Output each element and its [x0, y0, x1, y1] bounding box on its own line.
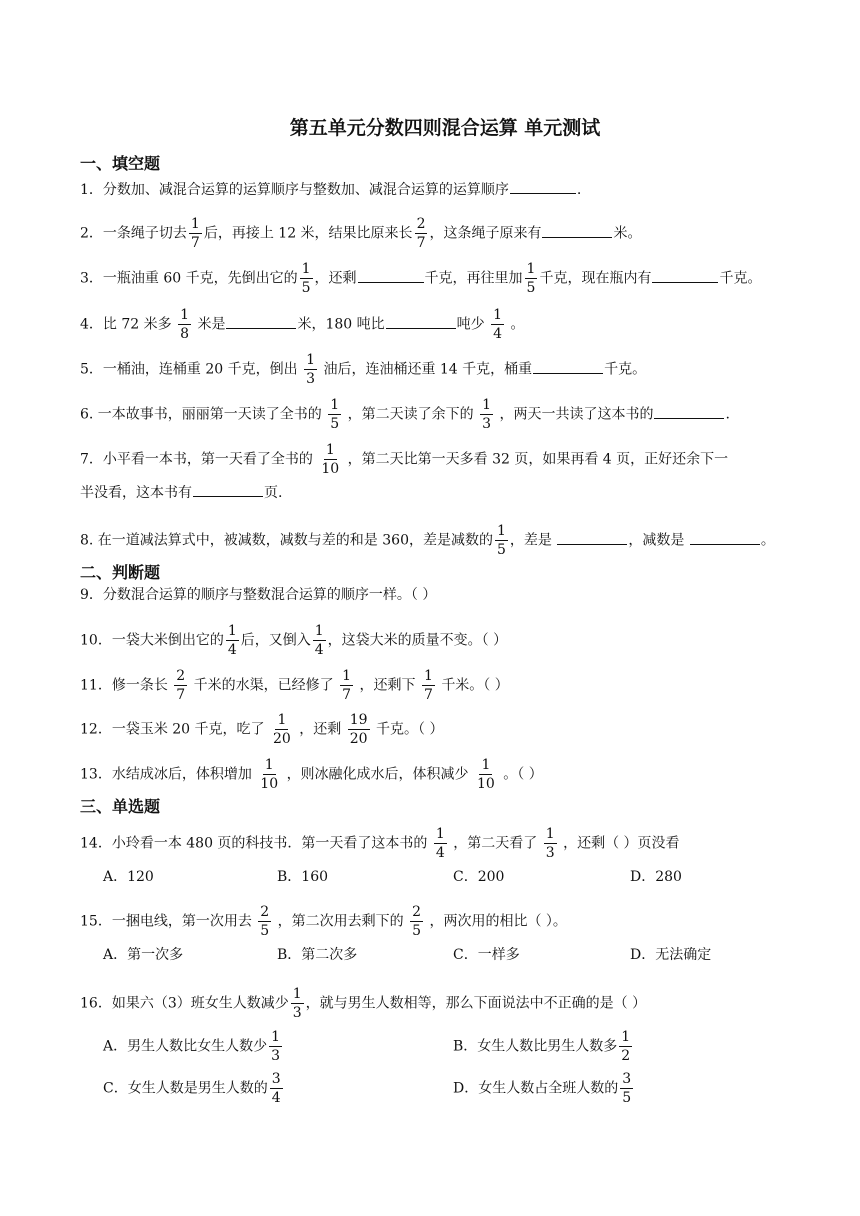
fraction: $\frac{19}{20}$ — [349, 712, 368, 747]
answer-blank[interactable] — [690, 530, 760, 545]
q14-option-a[interactable]: A．120 — [103, 869, 154, 885]
fraction: $\frac{2}{5}$ — [412, 904, 422, 939]
fraction: $\frac{2}{5}$ — [260, 904, 270, 939]
question-14: 14．小玲看一本 480 页的科技书．第一天看了这本书的 $\frac{1}{4}$ ，第二天看了 $\frac{1}{3}$ ，还剩（ ）页没看 — [80, 826, 680, 861]
question-11: 11．修一条长 $\frac{2}{7}$ 千米的水渠，已经修了 $\frac{1}{7}$ ，还剩下 $\frac{1}{7}$ 千米。（ ） — [80, 668, 509, 703]
answer-blank[interactable] — [652, 268, 718, 283]
question-7: 7．小平看一本书，第一天看了全书的 $\frac{1}{10}$ ，第二天比第一天多看 32 页，如果再看 4 页，正好还余下一 — [80, 442, 729, 477]
fraction: $\frac{1}{5}$ — [330, 397, 340, 432]
fraction: $\frac{1}{7}$ — [423, 668, 433, 703]
answer-blank[interactable] — [654, 404, 724, 419]
question-4: 4．比 72 米多 $\frac{1}{8}$ 米是 米，180 吨比 吨少 $\frac{1}{4}$ 。 — [80, 307, 525, 342]
q16-option-d[interactable]: D．女生人数占全班人数的 $\frac{3}{5}$ — [453, 1071, 632, 1106]
q15-option-d[interactable]: D．无法确定 — [630, 947, 712, 963]
answer-blank[interactable] — [226, 314, 296, 329]
fraction: $\frac{2}{7}$ — [416, 216, 426, 251]
answer-blank[interactable] — [358, 268, 424, 283]
fraction: $\frac{1}{3}$ — [545, 826, 555, 861]
answer-blank[interactable] — [557, 530, 627, 545]
page-title: 第五单元分数四则混合运算 单元测试 — [289, 117, 601, 139]
section-true-false-heading: 二、判断题 — [80, 563, 161, 582]
fraction: $\frac{1}{20}$ — [272, 712, 291, 747]
q15-option-a[interactable]: A．第一次多 — [103, 947, 184, 963]
question-6: 6. 一本故事书，丽丽第一天读了全书的 $\frac{1}{5}$ ，第二天读了余下的 $\frac{1}{3}$ ，两天一共读了这本书的 . — [80, 397, 730, 432]
fraction: $\frac{1}{3}$ — [482, 397, 492, 432]
q14-option-b[interactable]: B．160 — [277, 869, 329, 885]
fraction: $\frac{1}{4}$ — [435, 826, 445, 861]
q15-option-c[interactable]: C．一样多 — [453, 947, 520, 963]
question-13: 13．水结成冰后，体积增加 $\frac{1}{10}$ ，则冰融化成水后，体积减少 $\frac{1}{10}$ 。（ ） — [80, 757, 543, 792]
fraction: $\frac{1}{4}$ — [314, 623, 324, 658]
q16-option-b[interactable]: B．女生人数比男生人数多 $\frac{1}{2}$ — [453, 1029, 631, 1064]
question-5: 5．一桶油，连桶重 20 千克，倒出 $\frac{1}{3}$ 油后，连油桶还重 14 千克，桶重 千克。 — [80, 352, 647, 387]
fraction: $\frac{3}{5}$ — [622, 1071, 632, 1106]
section-fill-blank-heading: 一、填空题 — [80, 154, 161, 173]
fraction: $\frac{2}{7}$ — [176, 668, 186, 703]
fraction: $\frac{1}{3}$ — [306, 352, 315, 387]
q15-option-b[interactable]: B．第二次多 — [277, 947, 358, 963]
fraction: $\frac{1}{4}$ — [227, 623, 237, 658]
fraction: $\frac{1}{5}$ — [526, 261, 536, 296]
fraction: $\frac{1}{7}$ — [342, 668, 352, 703]
fraction: $\frac{1}{4}$ — [493, 307, 502, 342]
question-16: 16．如果六（3）班女生人数减少 $\frac{1}{3}$ ，就与男生人数相等，那么下面说法中不正确的是（ ） — [80, 986, 647, 1021]
question-1: 1．分数加、减混合运算的运算顺序与整数加、减混合运算的运算顺序 . — [80, 179, 814, 200]
fraction: $\frac{1}{8}$ — [180, 307, 189, 342]
answer-blank[interactable] — [510, 179, 576, 194]
fraction: $\frac{1}{5}$ — [496, 523, 506, 558]
fraction: $\frac{1}{7}$ — [190, 216, 200, 251]
fraction: $\frac{1}{5}$ — [301, 261, 311, 296]
question-3: 3．一瓶油重 60 千克，先倒出它的 $\frac{1}{5}$ ，还剩 千克，再往里加 $\frac{1}{5}$ 千克，现在瓶内有 千克。 — [80, 261, 762, 296]
answer-blank[interactable] — [542, 223, 612, 238]
q16-option-a[interactable]: A．男生人数比女生人数少 $\frac{1}{3}$ — [103, 1029, 281, 1064]
answer-blank[interactable] — [386, 314, 456, 329]
section-multiple-choice-heading: 三、单选题 — [80, 797, 161, 816]
question-10: 10．一袋大米倒出它的 $\frac{1}{4}$ 后，又倒入 $\frac{1}{4}$ ，这袋大米的质量不变。（ ） — [80, 623, 508, 658]
fraction: $\frac{3}{4}$ — [271, 1071, 281, 1106]
fraction: $\frac{1}{3}$ — [271, 1029, 281, 1064]
fraction: $\frac{1}{10}$ — [477, 757, 495, 792]
question-15: 15．一捆电线，第一次用去 $\frac{2}{5}$ ，第二次用去剩下的 $\frac{2}{5}$ ，两次用的相比（ ）。 — [80, 904, 567, 939]
question-12: 12．一袋玉米 20 千克，吃了 $\frac{1}{20}$ ，还剩 $\frac{19}{20}$ 千克。（ ） — [80, 712, 444, 747]
fraction: $\frac{1}{10}$ — [260, 757, 279, 792]
answer-blank[interactable] — [193, 482, 263, 497]
question-8: 8. 在一道减法算式中，被减数，减数与差的和是 360，差是减数的 $\frac{1}{5}$ ，差是 ，减数是 。 — [80, 523, 775, 558]
fraction: $\frac{1}{3}$ — [292, 986, 302, 1021]
question-7-continued: 半没看，这本书有 页. — [80, 482, 814, 503]
fraction: $\frac{1}{2}$ — [621, 1029, 631, 1064]
q14-option-c[interactable]: C．200 — [453, 869, 505, 885]
answer-blank[interactable] — [533, 359, 603, 374]
question-2: 2．一条绳子切去 $\frac{1}{7}$ 后，再接上 12 米，结果比原来长 $\frac{2}{7}$ ，这条绳子原来有 米。 — [80, 216, 642, 251]
fraction: $\frac{1}{10}$ — [321, 442, 340, 477]
q14-option-d[interactable]: D．280 — [630, 869, 682, 885]
question-9: 9．分数混合运算的顺序与整数混合运算的顺序一样。（ ） — [80, 587, 437, 603]
q16-option-c[interactable]: C．女生人数是男生人数的 $\frac{3}{4}$ — [103, 1071, 281, 1106]
